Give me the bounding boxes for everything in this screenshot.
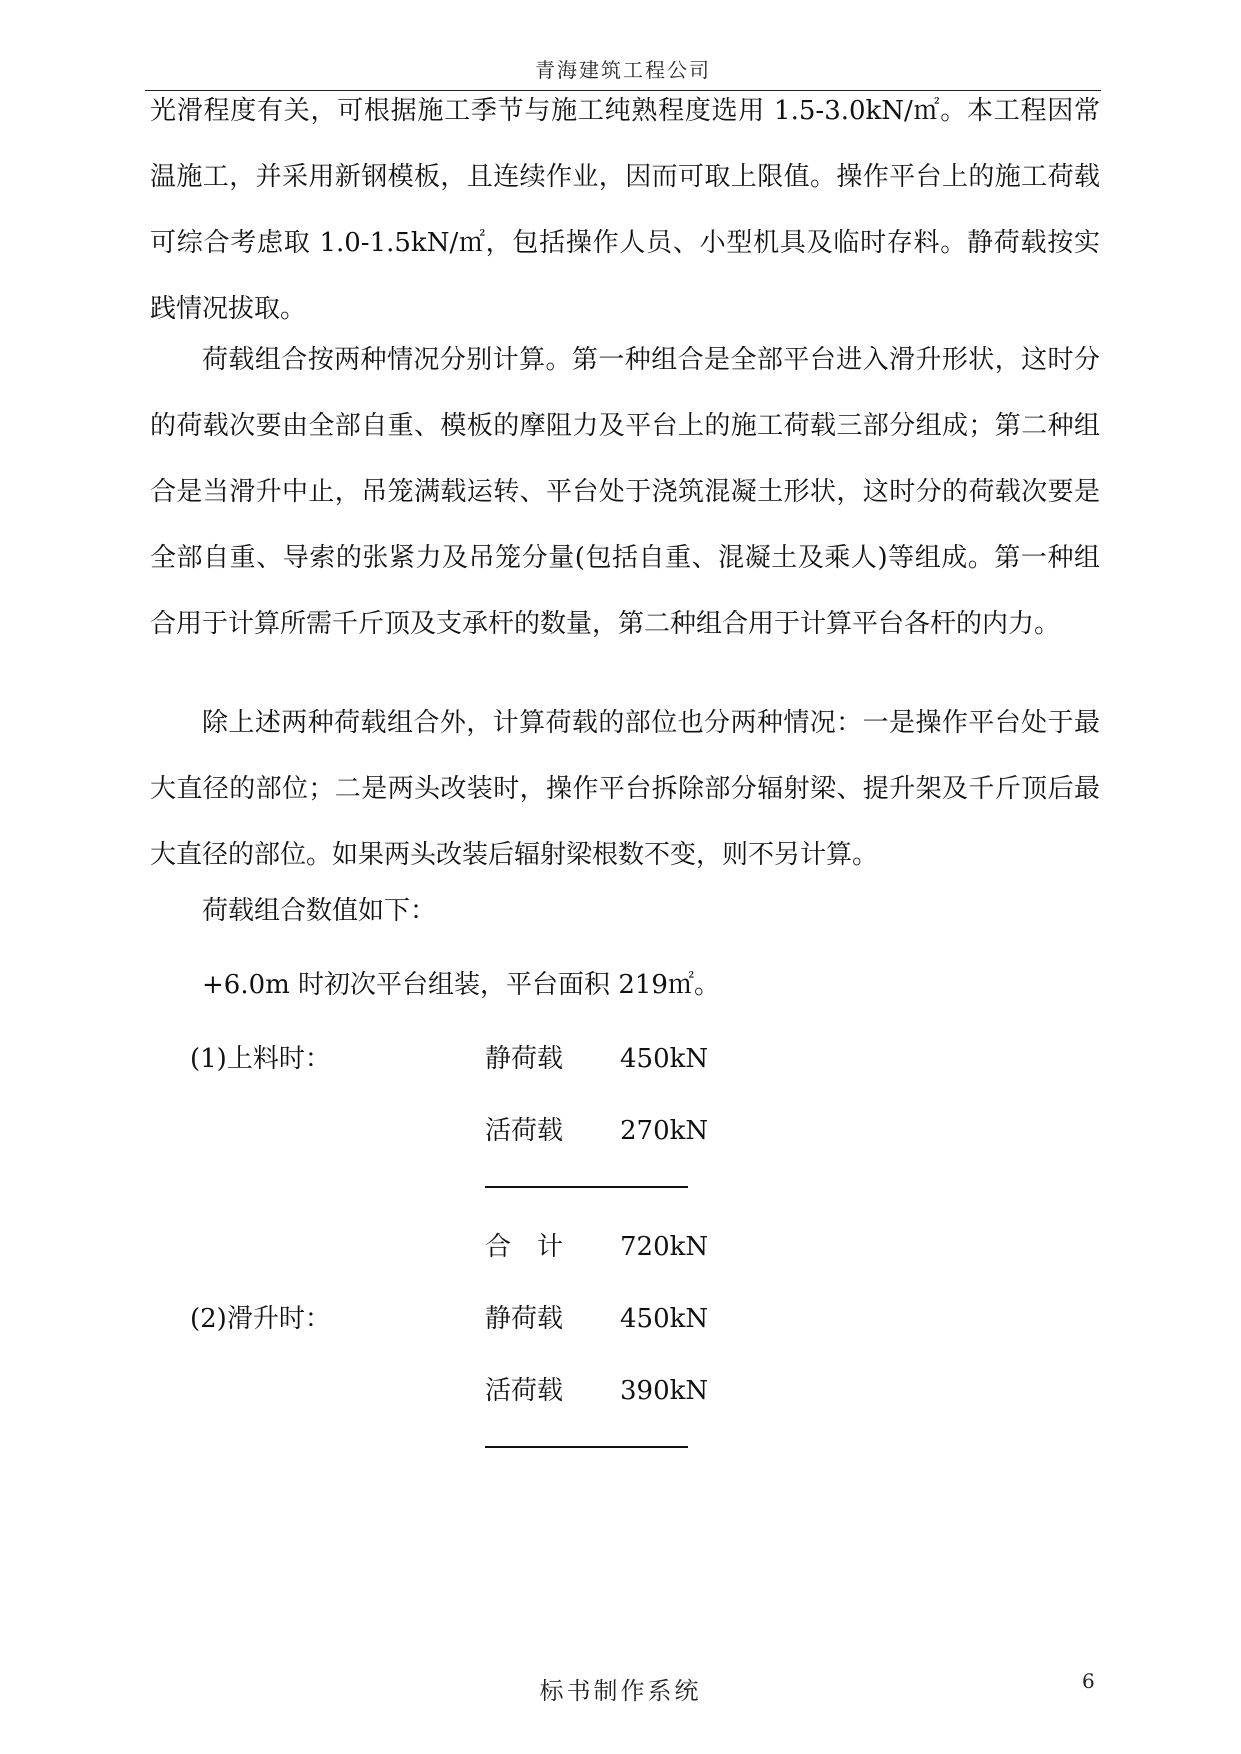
case-2-sum-rule bbox=[485, 1446, 688, 1448]
case-1-row-2-name: 活荷载 bbox=[485, 1116, 564, 1146]
case-1-total-name: 合计 bbox=[485, 1232, 590, 1262]
case-1-row-1-name: 静荷载 bbox=[485, 1044, 564, 1074]
case-2-row-1-name: 静荷载 bbox=[485, 1304, 564, 1334]
case-1-label: (1)上料时： bbox=[190, 1044, 331, 1074]
intro-line: 荷载组合数值如下： bbox=[202, 896, 437, 926]
paragraph-1: 光滑程度有关，可根据施工季节与施工纯熟程度选用 1.5-3.0kN/㎡。本工程因常温施工，并采用新钢模板，且连续作业，因而可取上限值。操作平台上的施工荷载可综合考虑取 1.0-1.5kN/㎡，包括操作人员、小型机具及临时存料。静荷载按实践情况拔取。 bbox=[150, 96, 1100, 324]
setup-line: +6.0m 时初次平台组装，平台面积 219㎡。 bbox=[202, 970, 720, 1000]
case-2-row-2-name: 活荷载 bbox=[485, 1376, 564, 1406]
paragraph-2: 荷载组合按两种情况分别计算。第一种组合是全部平台进入滑升形状，这时分的荷载次要由全部自重、模板的摩阻力及平台上的施工荷载三部分组成；第二种组合是当滑升中止，吊笼满载运转、平台处于浇筑混凝土形状，这时分的荷载次要是全部自重、导索的张紧力及吊笼分量(包括自重、混凝土及乘人)等组成。第一种组合用于计算所需千斤顶及支承杆的数量，第二种组合用于计算平台各杆的内力。 bbox=[150, 345, 1100, 639]
page-header-company: 青海建筑工程公司 bbox=[535, 58, 711, 82]
page-footer-system: 标书制作系统 bbox=[539, 1677, 702, 1705]
case-1-total-value: 720kN bbox=[620, 1232, 709, 1262]
case-2-row-2-value: 390kN bbox=[620, 1376, 709, 1406]
page-number: 6 bbox=[1082, 1669, 1095, 1693]
paragraph-3: 除上述两种荷载组合外，计算荷载的部位也分两种情况：一是操作平台处于最大直径的部位；二是两头改装时，操作平台拆除部分辐射梁、提升架及千斤顶后最大直径的部位。如果两头改装后辐射梁根数不变，则不另计算。 bbox=[150, 708, 1100, 870]
case-1-row-2-value: 270kN bbox=[620, 1116, 709, 1146]
case-1-sum-rule bbox=[485, 1186, 688, 1188]
case-1-row-1-value: 450kN bbox=[620, 1044, 709, 1074]
case-2-row-1-value: 450kN bbox=[620, 1304, 709, 1334]
case-2-label: (2)滑升时： bbox=[190, 1304, 331, 1334]
